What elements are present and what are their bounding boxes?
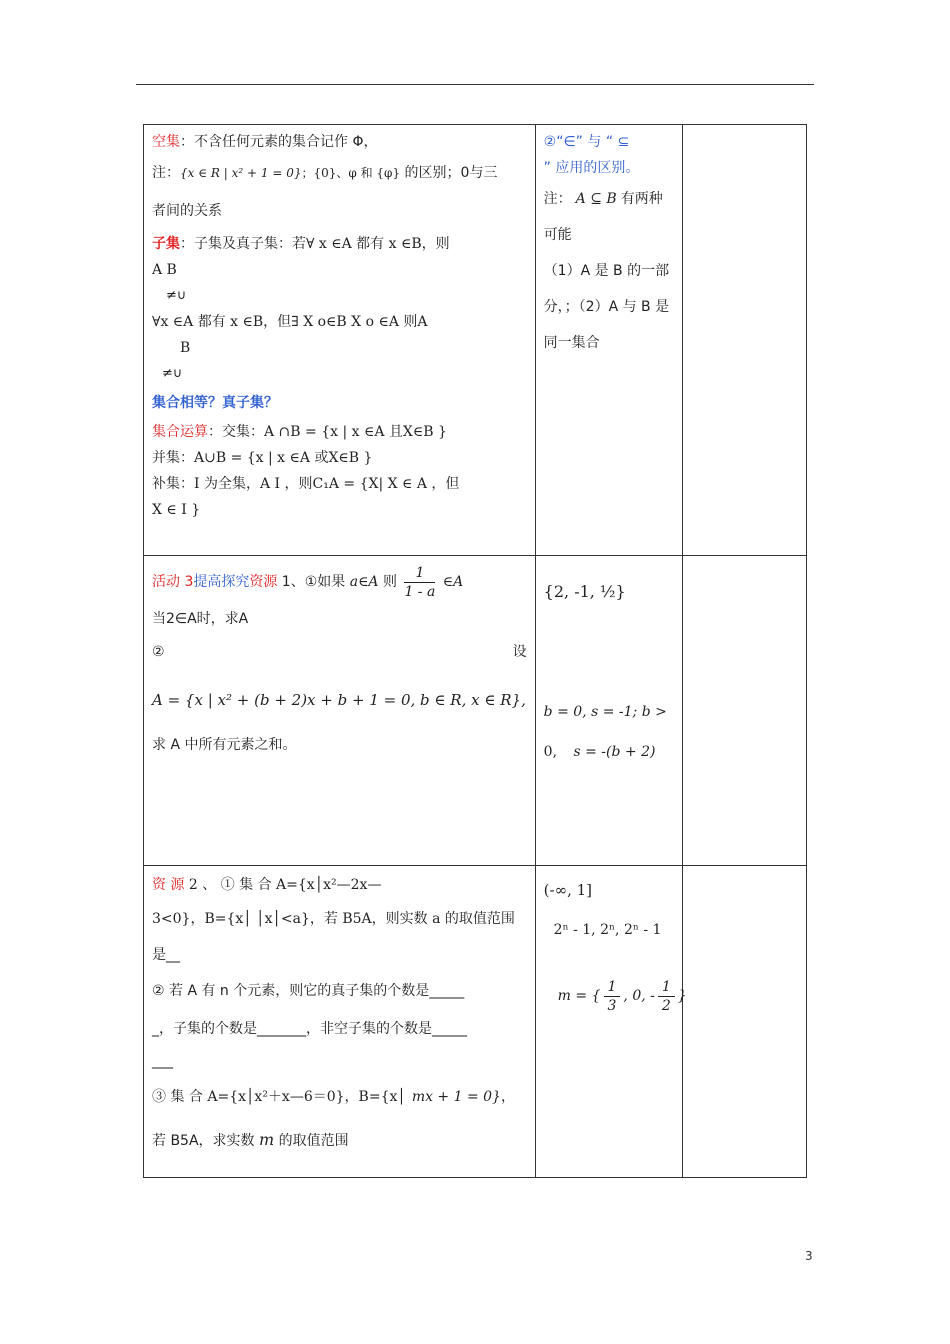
empty-set-line [152, 129, 527, 155]
answer-m-fraction-1-numerator: 1 [604, 978, 621, 997]
row2-middle-cell [535, 556, 683, 866]
table-row [144, 556, 807, 866]
answer-counts: 2ⁿ - 1, 2ⁿ, 2ⁿ - 1 [553, 922, 662, 938]
q3-line8-var: m [259, 1130, 275, 1149]
answer-m-fraction-1-denominator: 3 [607, 997, 617, 1014]
middle-line6: 同一集合 [543, 335, 600, 351]
answer-m-fraction-2 [658, 978, 675, 1015]
lesson-table [143, 124, 807, 1178]
resource-2-label: 资 源 [152, 877, 185, 893]
q1-fraction [404, 564, 435, 601]
operations-label: 集合运算 [152, 424, 208, 440]
row3-right-cell [683, 866, 807, 1178]
q1-lead: 1、①如果 [277, 574, 350, 590]
row1-middle-cell [535, 125, 683, 556]
intersection-text: ：交集：A ∩B = {x | x ∈A 且X∈B } [208, 424, 447, 440]
row2-right-cell [683, 556, 807, 866]
q3-line1 [152, 870, 527, 900]
q3-line1-text: 2 、 ① 集 合 A={x│x²—2x— [184, 877, 382, 893]
note-label: 注： [152, 165, 180, 181]
q3-line2: 3<0}，B={x│ │x│<a}，若 B5A，则实数 a 的取值范围 [152, 911, 515, 927]
note-line [152, 155, 527, 191]
activity-title: 提高探究 [193, 574, 250, 590]
q3-line8 [152, 1120, 527, 1161]
table-row [144, 125, 807, 556]
operations-line [152, 419, 527, 445]
subset-symbol: ≠∪ [166, 288, 187, 303]
subset-line2: A B [152, 262, 177, 278]
union-line: 并集：A∪B = {x | x ∈A 或X∈B } [152, 450, 373, 466]
proper-subset-line: ∀x ∈A 都有 x ∈B，但∃ X o∈B X o ∈A 则A [152, 314, 428, 330]
activity-label: 活动 3 [152, 574, 194, 590]
middle-note-label: 注： [543, 191, 572, 207]
empty-set-label: 空集 [152, 134, 180, 150]
answer-sum: s = -(b + 2) [573, 744, 656, 760]
answer-b-positive-lead: 0, [543, 744, 558, 760]
proper-subset-line2: B [180, 340, 191, 356]
middle-note-expr: A ⊆ B [575, 191, 617, 207]
middle-item-line2: ” 应用的区别。 [543, 160, 640, 176]
middle-note-line [544, 181, 675, 217]
answer-m-mid: , 0, - [623, 988, 655, 1004]
answer-m-fraction-1 [604, 978, 621, 1015]
note-line2: 者间的关系 [152, 203, 222, 219]
subset-text: ：子集及真子集：若∀ x ∈A 都有 x ∈B，则 [180, 236, 450, 252]
answer-m-values [544, 976, 687, 1016]
q2-expression: A = {x | x² + (b + 2)x + b + 1 = 0, b ∈ R, x ∈ R}, [152, 691, 526, 709]
q3-line7-text: ③ 集 合 A={x│x²＋x—6＝0}，B={x│ [152, 1089, 406, 1105]
q3-line5: _，子集的个数是_______，非空子集的个数是_____ [152, 1021, 467, 1037]
answer-set: {2, -1, ½} [543, 582, 626, 601]
q2-set-word: 设 [512, 644, 527, 660]
middle-note-tail: 有两种 [620, 191, 663, 207]
q3-line7 [152, 1074, 527, 1120]
proper-subset-symbol: ≠∪ [162, 366, 183, 381]
q3-line8-text: 若 B5A，求实数 [152, 1133, 259, 1149]
answer-m-post: } [677, 988, 687, 1004]
q2-number: ② [152, 644, 165, 660]
table-row [144, 866, 807, 1178]
answer-m-fraction-2-denominator: 2 [661, 997, 671, 1014]
q3-line7-expr: mx + 1 = 0} [411, 1089, 501, 1105]
note-sets: ；{0}、φ 和 {φ} [301, 166, 401, 180]
q2-ask: 求 A 中所有元素之和。 [152, 737, 297, 753]
complement-line2: X ∈ I } [152, 502, 201, 518]
row2-left-cell [144, 556, 536, 866]
middle-item-line: ②“∈” 与 “ ⊆ [543, 134, 630, 150]
answer-m-fraction-2-numerator: 1 [658, 978, 675, 997]
row3-middle-cell [535, 866, 687, 1178]
note-tail: 的区别；0与三 [400, 165, 498, 181]
row3-left-cell [144, 866, 536, 1178]
page-number: 3 [805, 1249, 813, 1263]
activity-line [152, 560, 527, 604]
empty-set-text: ：不含任何元素的集合记作 Φ， [180, 134, 378, 150]
q2-head [152, 634, 527, 670]
answer-m-pre: m = { [557, 988, 601, 1004]
q1-then: 则 [378, 574, 402, 590]
subset-label: 子集 [152, 236, 180, 252]
subset-line [152, 231, 527, 257]
header-rule [136, 84, 814, 85]
q1-tail: ∈A [438, 574, 464, 590]
q1-fraction-denominator: 1 - a [404, 583, 436, 600]
q1-cond: a∈A [349, 574, 379, 590]
middle-line5: 分，；（2）A 与 B 是 [543, 299, 670, 315]
middle-line3: 可能 [543, 227, 572, 243]
q3-line4: ② 若 A 有 n 个元素，则它的真子集的个数是_____ [152, 983, 465, 999]
complement-line: 补集：I 为全集，A I ，则C₁A = {X| X ∈ A ，但 [152, 476, 460, 492]
answer-range: (-∞, 1] [543, 881, 593, 899]
middle-line4: （1）A 是 B 的一部 [543, 263, 670, 279]
answer-b-positive [544, 732, 675, 772]
row1-right-cell [683, 125, 807, 556]
note-set-expr: {x ∈ R | x² + 1 = 0} [180, 166, 302, 180]
q3-line7-comma: ， [500, 1089, 515, 1105]
resource-label: 资源 [249, 574, 278, 590]
q3-line6: ___ [152, 1053, 173, 1069]
q1-line2: 当2∈A时，求A [152, 611, 249, 627]
answer-b-zero: b = 0, s = -1; b > [543, 704, 667, 720]
q3-line3: 是__ [152, 947, 180, 963]
q3-line8-tail: 的取值范围 [274, 1133, 349, 1149]
row1-left-cell [144, 125, 536, 556]
q1-fraction-numerator: 1 [404, 564, 435, 583]
question-line: 集合相等？真子集？ [152, 395, 278, 411]
